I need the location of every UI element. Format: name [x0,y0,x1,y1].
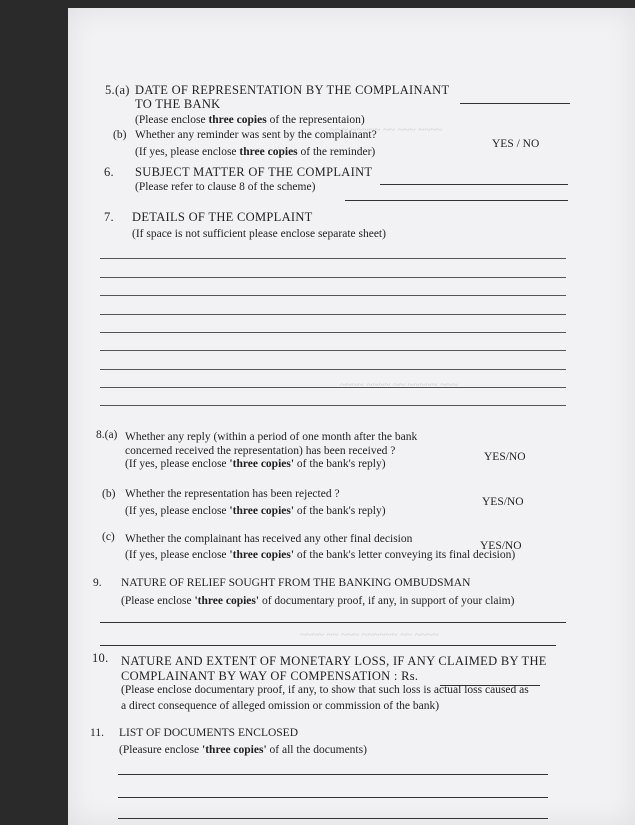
s7-write-line[interactable] [100,295,566,296]
s8a-text-1: Whether any reply (within a period of one month after the bank [125,431,418,443]
s10-note-1: (Please enclose documentary proof, if any, to show that such loss is actual loss caused as [121,684,529,696]
s6-field[interactable] [380,184,568,185]
s11-note: (Pleasure enclose 'three copies' of all the documents) [119,744,367,756]
s8a-text-2: concerned received the representation) has been received ? [125,445,396,457]
s7-write-line[interactable] [100,258,566,259]
s7-write-line[interactable] [100,350,566,351]
s11-num: 11. [90,727,104,739]
s7-write-line[interactable] [100,405,566,406]
s10-num: 10. [92,651,109,665]
bleed-through-text: ~~~~ ~~ ~~~~~~ ~~~ ~~ ~~~~ [300,628,439,640]
s8c-text: Whether the complainant has received any other final decision [125,533,413,545]
bleed-through-text: ~~~~ ~~~ ~~ ~~~~~ ~~~ [330,123,443,135]
s7-write-line[interactable] [100,314,566,315]
s6-field-2[interactable] [345,200,568,201]
s8b-label: (b) [102,488,116,500]
s11-title: LIST OF DOCUMENTS ENCLOSED [119,727,299,739]
s11-field[interactable] [118,774,548,775]
s8a-answer[interactable]: YES/NO [484,451,526,463]
s5b-answer[interactable]: YES / NO [492,138,540,150]
s7-write-line[interactable] [100,332,566,333]
s8c-answer[interactable]: YES/NO [480,540,522,552]
s6-num: 6. [104,165,114,179]
s6-note: (Please refer to clause 8 of the scheme) [135,181,316,193]
s5b-label: (b) [113,129,127,141]
s5a-note: (Please enclose three copies of the representaion) [135,114,365,126]
bleed-through-text: ~~~ ~~~~~ ~~ ~~~~ ~~~~ [340,378,459,390]
s5b-note: (If yes, please enclose three copies of the reminder) [135,146,376,158]
s9-field[interactable] [100,622,566,623]
s9-title: NATURE OF RELIEF SOUGHT FROM THE BANKING OMBUDSMAN [121,577,471,589]
s8c-label: (c) [102,531,115,543]
s8c-note: (If yes, please enclose 'three copies' of the bank's letter conveying its final decision) [125,549,516,561]
s7-write-line[interactable] [100,369,566,370]
s8b-answer[interactable]: YES/NO [482,496,524,508]
s5a-title2: TO THE BANK [135,97,221,111]
s11-field-2[interactable] [118,797,548,798]
s7-num: 7. [104,210,114,224]
s6-title: SUBJECT MATTER OF THE COMPLAINT [135,165,373,179]
s8b-note: (If yes, please enclose 'three copies' of the bank's reply) [125,505,386,517]
s5a-label: 5.(a) [105,83,130,97]
s8a-note: (If yes, please enclose 'three copies' of the bank's reply) [125,458,386,470]
s5b-text: Whether any reminder was sent by the complainant? [135,129,377,141]
s10-title-1: NATURE AND EXTENT OF MONETARY LOSS, IF ANY CLAIMED BY THE [121,654,547,668]
s9-num: 9. [93,577,102,589]
s7-title: DETAILS OF THE COMPLAINT [132,210,313,224]
s7-write-line[interactable] [100,387,566,388]
s5a-title: DATE OF REPRESENTATION BY THE COMPLAINANT [135,83,450,97]
s8-num: 8.(a) [96,429,118,441]
s10-title-2: COMPLAINANT BY WAY OF COMPENSATION : Rs. [121,669,419,683]
s10-note-2: a direct consequence of alleged omission or commission of the bank) [121,700,440,712]
s7-note: (If space is not sufficient please enclose separate sheet) [132,228,386,240]
s11-field-3[interactable] [118,818,548,819]
s8b-text: Whether the representation has been rejected ? [125,488,340,500]
s9-note: (Please enclose 'three copies' of documentary proof, if any, in support of your claim) [121,595,515,607]
s9-field-2[interactable] [100,645,556,646]
s5a-date-field[interactable] [460,103,570,104]
s7-write-line[interactable] [100,277,566,278]
